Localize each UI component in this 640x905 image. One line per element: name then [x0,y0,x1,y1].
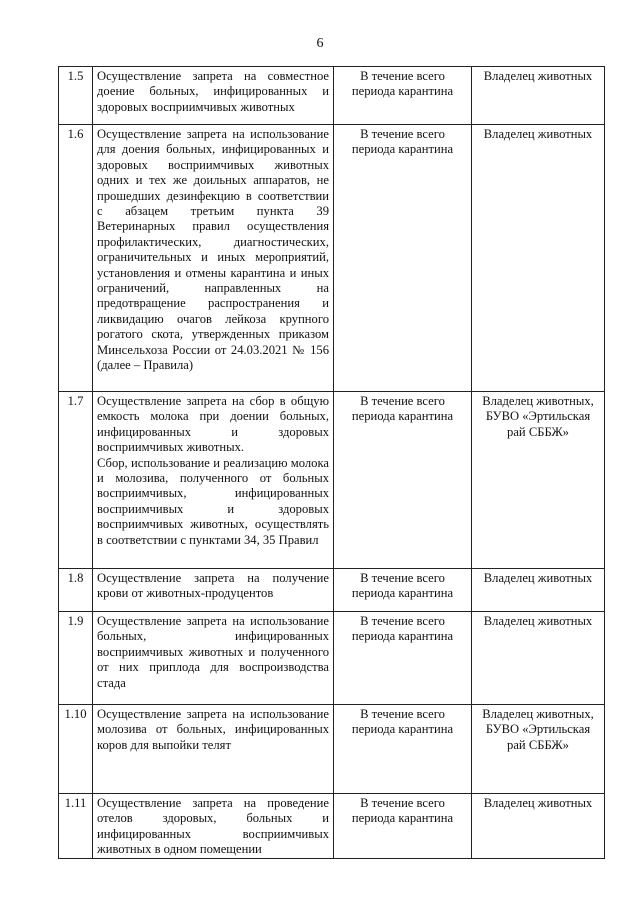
measure-text: Осуществление запрета на сбор в общую емкость молока при доении больных, инфицированных и здоровых восприимчивых животных. [97,394,329,455]
responsible-line: БУВО «Эртильская [485,722,591,737]
row-number: 1.6 [59,125,93,392]
responsible-line: рай СББЖ» [507,424,569,439]
responsible-line: Владелец животных, [482,394,594,408]
term-line: периода карантина [351,586,454,601]
term-line: В течение всего [360,69,445,83]
measure-cell [93,612,334,705]
table-row [59,705,605,794]
term-cell [334,67,472,125]
measure-text: Осуществление запрета на совместное доение больных, инфицированных и здоровых восприимчивых животных [97,69,329,114]
responsible-cell [472,392,605,569]
term-line: В течение всего [360,614,445,628]
responsible-cell [472,67,605,125]
measure-cell [93,705,334,794]
term-cell [334,569,472,612]
responsible-line: Владелец животных [483,614,593,628]
responsible-line: Владелец животных [483,127,593,141]
term-line: В течение всего [360,707,445,721]
row-number: 1.10 [59,705,93,794]
measure-cell [93,569,334,612]
term-line: периода карантина [351,142,454,157]
row-number: 1.5 [59,67,93,125]
table-row [59,67,605,125]
table-row [59,612,605,705]
responsible-line: рай СББЖ» [507,737,569,752]
responsible-line: Владелец животных [483,571,593,585]
measure-text: Осуществление запрета на использование больных, инфицированных восприимчивых животных и полученного от них приплода для воспроизводства стада [97,614,329,690]
responsible-cell [472,125,605,392]
table-row [59,794,605,859]
term-cell [334,705,472,794]
measure-text: Осуществление запрета на получение крови от животных-продуцентов [97,571,329,601]
measure-cell [93,794,334,859]
term-line: периода карантина [351,409,454,424]
responsible-line: БУВО «Эртильская [485,409,591,424]
responsible-cell [472,612,605,705]
responsible-cell [472,569,605,612]
responsible-line: Владелец животных, [482,707,594,721]
responsible-line: Владелец животных [483,69,593,83]
term-line: В течение всего [360,127,445,141]
row-number: 1.8 [59,569,93,612]
responsible-line: Владелец животных [483,796,593,810]
term-line: В течение всего [360,571,445,585]
measure-text: Осуществление запрета на использование молозива от больных, инфицированных коров для выпойки телят [97,707,329,752]
measures-table [58,66,605,859]
responsible-cell [472,705,605,794]
table-row [59,392,605,569]
measure-text: Сбор, использование и реализацию молока и молозива, полученного от больных восприимчивых, инфицированных восприимчивых и здоровых восприимчивых животных, осуществлять в соответствии с пунктами 34, 35 Правил [97,455,329,547]
row-number: 1.11 [59,794,93,859]
term-cell [334,612,472,705]
table-row [59,569,605,612]
measure-cell [93,125,334,392]
term-line: периода карантина [351,811,454,826]
page-number: 6 [316,36,324,51]
row-number: 1.7 [59,392,93,569]
term-cell [334,125,472,392]
row-number: 1.9 [59,612,93,705]
responsible-cell [472,794,605,859]
measure-cell [93,67,334,125]
measure-cell [93,392,334,569]
term-line: В течение всего [360,394,445,408]
term-line: периода карантина [351,84,454,99]
measure-text: Осуществление запрета на проведение отелов здоровых, больных и инфицированных восприимчивых животных в одном помещении [97,796,329,857]
term-line: периода карантина [351,629,454,644]
measure-text: Осуществление запрета на использование для доения больных, инфицированных и здоровых восприимчивых животных одних и тех же доильных аппаратов, не прошедших дезинфекцию в соответствии с абзацем третьим пункта 39 Ветеринарных правил осуществления профилактических, диагностических, ограничительных и иных мероприятий, установления и отмены карантина и иных ограничений, направленных на предотвращение распространения и ликвидацию очагов лейкоза крупного рогатого скота, утвержденных приказом Минсельхоза России от 24.03.2021 № 156 (далее – Правила) [97,127,329,373]
term-line: периода карантина [351,722,454,737]
table-row [59,125,605,392]
term-cell [334,392,472,569]
term-cell [334,794,472,859]
term-line: В течение всего [360,796,445,810]
